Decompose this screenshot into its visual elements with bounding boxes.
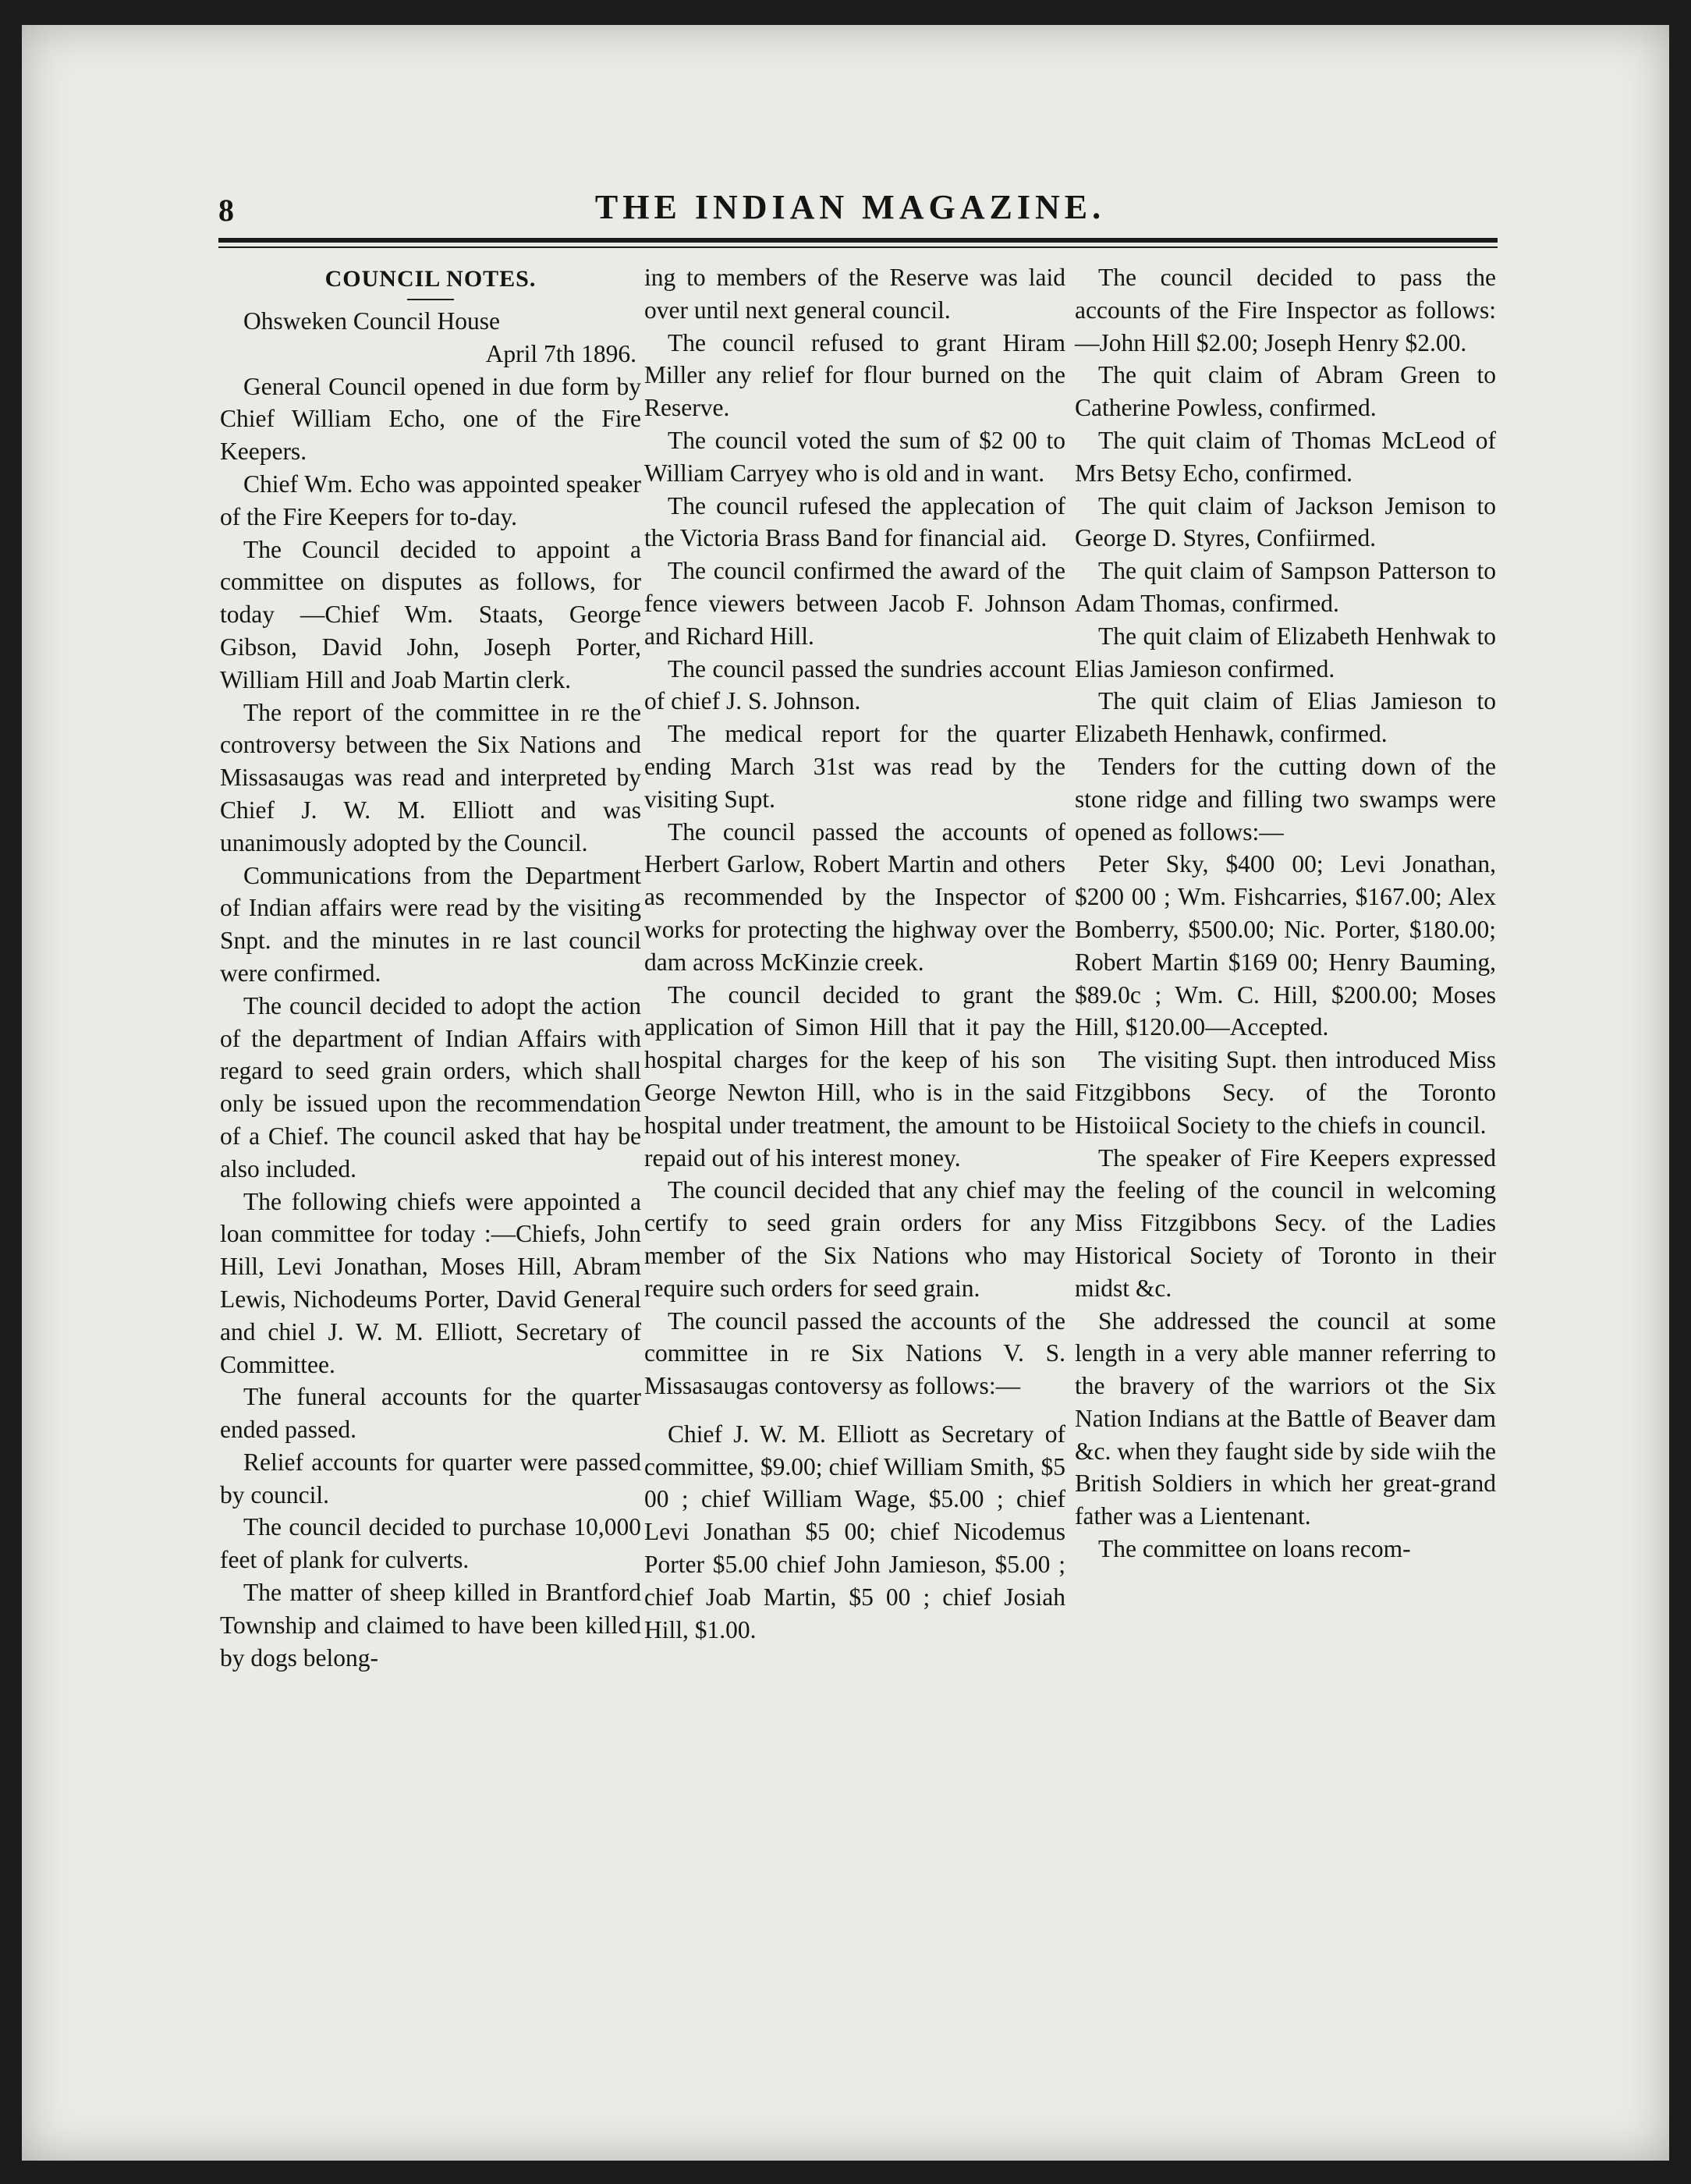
page-number: 8 — [218, 193, 234, 228]
title-rule — [407, 299, 454, 300]
paragraph: The council decided that any chief may certify to seed grain orders for any member of the Six Nations who may require such orders for seed grain. — [644, 1176, 1065, 1302]
paragraph: The Council decided to appoint a committee on disputes as follows, for today —Chief Wm. Staats, George Gibson, David John, Joseph Porter, William Hill and Joab Martin clerk. — [220, 535, 641, 693]
paragraph: The council passed the sundries account of chief J. S. Johnson. — [644, 654, 1065, 715]
paragraph: The quit claim of Thomas McLeod of Mrs Betsy Echo, confirmed. — [1075, 426, 1496, 487]
paragraph: Communications from the Department of Indian affairs were read by the visiting Snpt. and the minutes in re last council were confirmed. — [220, 861, 641, 987]
paragraph: The visiting Supt. then introduced Miss Fitzgibbons Secy. of the Toronto Histoiical Society to the chiefs in council. — [1075, 1046, 1496, 1139]
paragraph: The quit claim of Elias Jamieson to Elizabeth Henhawk, confirmed. — [1075, 687, 1496, 748]
header-rule-thin — [218, 246, 1498, 248]
paragraph: The quit claim of Abram Green to Catherine Powless, confirmed. — [1075, 361, 1496, 422]
dateline-date: April 7th 1896. — [485, 339, 636, 367]
paragraph: The report of the committee in re the controversy between the Six Nations and Missasaugas was read and interpreted by Chief J. W. M. Elliott and was unanimously adopted by the Council. — [220, 698, 641, 856]
paragraph: General Council opened in due form by Chief William Echo, one of the Fire Keepers. — [220, 372, 641, 466]
paragraph: The council passed the accounts of Herbert Garlow, Robert Martin and others as recommended by the Inspector of works for protecting the highway over the dam across McKinzie creek. — [644, 817, 1065, 976]
paragraph: The quit claim of Jackson Jemison to George D. Styres, Confiirmed. — [1075, 491, 1496, 552]
paragraph: The matter of sheep killed in Brantford Township and claimed to have been killed by dogs belong- — [220, 1579, 641, 1672]
column-2 — [644, 261, 1065, 1646]
paragraph: The medical report for the quarter ending March 31st was read by the visiting Supt. — [644, 720, 1065, 813]
paragraph: The council voted the sum of $2 00 to William Carryey who is old and in want. — [644, 426, 1065, 487]
paragraph: Peter Sky, $400 00; Levi Jonathan, $200 00 ; Wm. Fishcarries, $167.00; Alex Bomberry, $500.00; Nic. Porter, $180.00; Robert Martin $169 00; Henry Bauming, $89.0c ; Wm. C. Hill, $200.00; Moses Hill, $120.00—Accepted. — [1075, 850, 1496, 1041]
paragraph: The committee on loans recom- — [1098, 1535, 1411, 1563]
article-title: COUNCIL NOTES. — [324, 266, 537, 292]
paragraph: The speaker of Fire Keepers expressed the feeling of the council in welcoming Miss Fitzgibbons Secy. of the Ladies Historical Society of Toronto in their midst &c. — [1075, 1143, 1496, 1302]
paragraph: The quit claim of Sampson Patterson to Adam Thomas, confirmed. — [1075, 557, 1496, 617]
column-1 — [220, 261, 641, 1674]
paragraph: The quit claim of Elizabeth Henhwak to Elias Jamieson confirmed. — [1075, 622, 1496, 682]
paragraph-continued: ing to members of the Reserve was laid over until next general council. — [644, 264, 1065, 324]
paragraph: The funeral accounts for the quarter ended passed. — [220, 1383, 641, 1444]
paragraph: Relief accounts for quarter were passed by council. — [220, 1448, 641, 1509]
paragraph: She addressed the council at some length in a very able manner referring to the bravery of the warriors ot the Six Nation Indians at the Battle of Beaver dam &c. when they faught side by side wiih the British Soldiers in which her great-grand father was a Lientenant. — [1075, 1306, 1496, 1530]
paragraph: The council decided to purchase 10,000 feet of plank for culverts. — [220, 1513, 641, 1574]
paragraph: The council decided to grant the application of Simon Hill that it pay the hospital charges for the keep of his son George Newton Hill, who is in the said hospital under treatment, the amount to be repaid out of his interest money. — [644, 980, 1065, 1172]
header-rule-thick — [218, 238, 1498, 243]
paragraph: The council passed the accounts of the committee in re Six Nations V. S. Missasaugas contoversy as follows:— — [644, 1306, 1065, 1400]
spacer — [644, 1402, 1065, 1418]
paragraph: Tenders for the cutting down of the stone ridge and filling two swamps were opened as follows:— — [1075, 752, 1496, 846]
dateline-place: Ohsweken Council House — [243, 307, 500, 335]
paragraph: Chief Wm. Echo was appointed speaker of the Fire Keepers for to-day. — [220, 470, 641, 530]
paragraph: The council decided to adopt the action of the department of Indian Affairs with regard to seed grain orders, which shall only be issued upon the recommendation of a Chief. The council asked that hay be also included. — [220, 991, 641, 1182]
magazine-title: THE INDIAN MAGAZINE. — [594, 188, 1106, 226]
accounts-paragraph: Chief J. W. M. Elliott as Secretary of committee, $9.00; chief William Smith, $5 00 ; chief William Wage, $5.00 ; chief Levi Jonathan $5 00; chief Nicodemus Porter $5.00 chief John Jamieson, $5.00 ; chief Joab Martin, $5 00 ; chief Josiah Hill, $1.00. — [644, 1420, 1065, 1643]
paragraph: The council confirmed the award of the fence viewers between Jacob F. Johnson and Richard Hill. — [644, 557, 1065, 650]
column-3 — [1075, 261, 1496, 1565]
paragraph: The following chiefs were appointed a loan committee for today :—Chiefs, John Hill, Levi Jonathan, Moses Hill, Abram Lewis, Nichodeums Porter, David General and chiel J. W. M. Elliott, Secretary of Committee. — [220, 1187, 641, 1378]
paragraph: The council rufesed the applecation of the Victoria Brass Band for financial aid. — [644, 491, 1065, 552]
paragraph: The council refused to grant Hiram Miller any relief for flour burned on the Reserve. — [644, 328, 1065, 422]
paragraph: The council decided to pass the accounts of the Fire Inspector as follows:—John Hill $2.00; Joseph Henry $2.00. — [1075, 264, 1496, 356]
page-header — [211, 187, 1490, 234]
